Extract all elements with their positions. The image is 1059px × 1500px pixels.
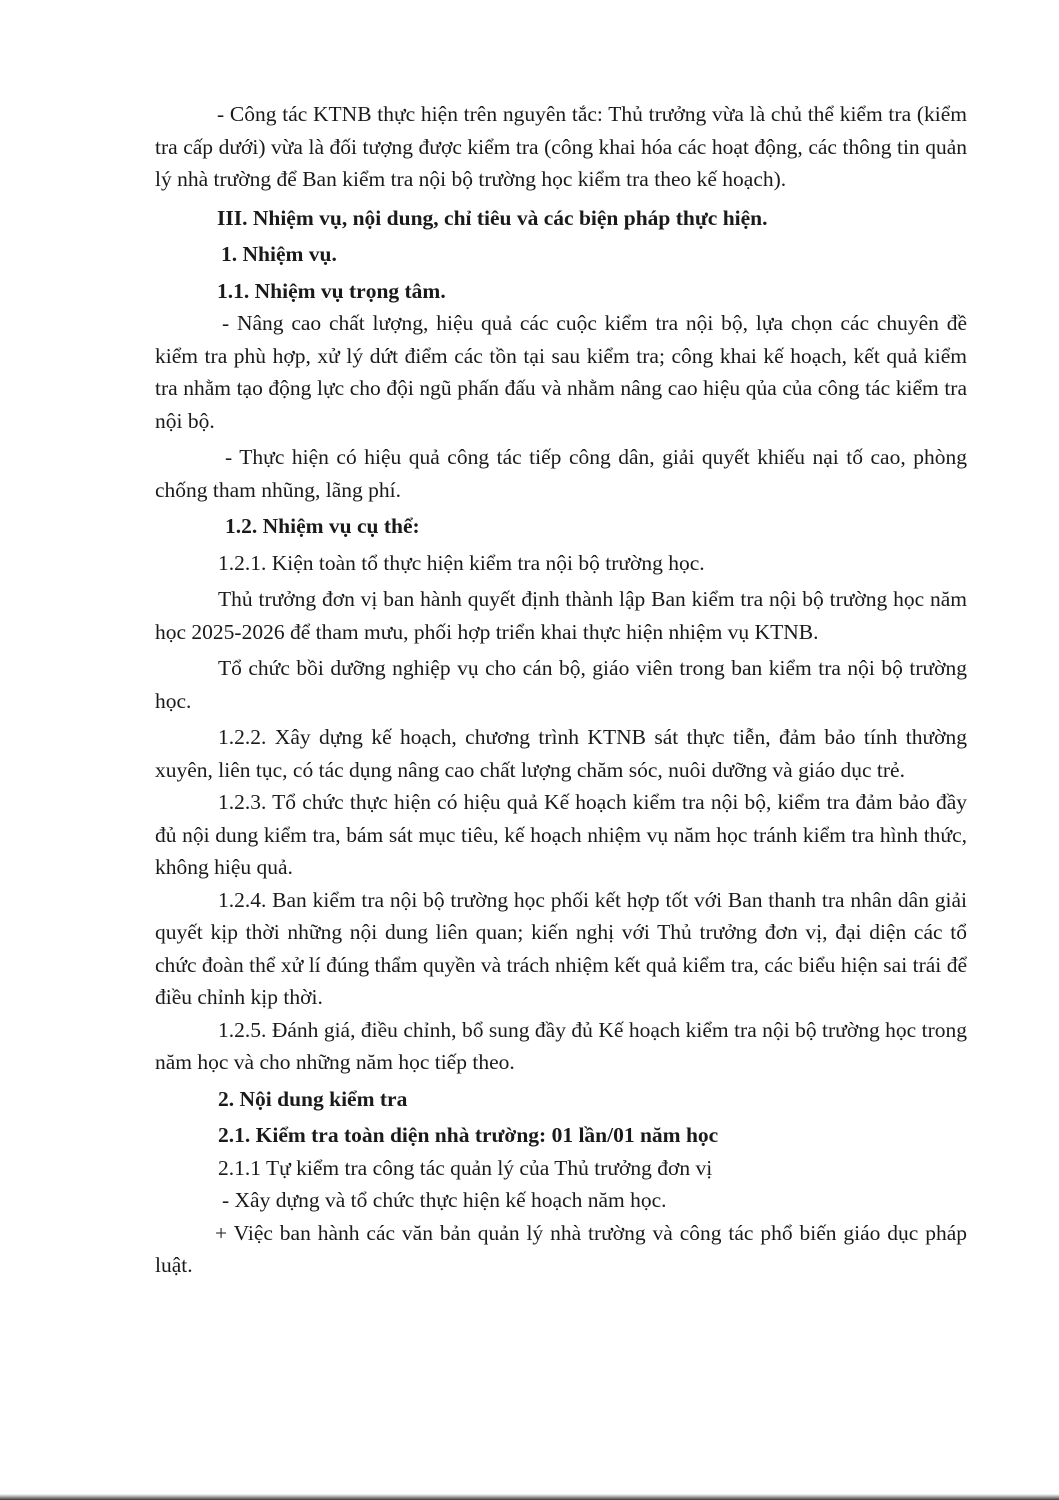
paragraph-principle: - Công tác KTNB thực hiện trên nguyên tắc: Thủ trưởng vừa là chủ thể kiểm tra (kiểm tra cấp dưới) vừa là đối tượng được kiểm tra (công khai hóa các hoạt động, các thông tin quản lý nhà trường để Ban kiểm tra nội bộ trường học kiểm tra theo kế hoạch). xyxy=(155,102,967,191)
paragraph-training: Tổ chức bồi dưỡng nghiệp vụ cho cán bộ, giáo viên trong ban kiểm tra nội bộ trường học. xyxy=(155,656,967,713)
paragraph-2-1-1: 2.1.1 Tự kiểm tra công tác quản lý của Thủ trưởng đơn vị xyxy=(218,1155,713,1180)
scan-bottom-edge xyxy=(0,1494,1059,1500)
paragraph-issue-documents: + Việc ban hành các văn bản quản lý nhà trường và công tác phổ biến giáo dục pháp luật. xyxy=(155,1220,967,1277)
paragraph-build-plan: - Xây dựng và tổ chức thực hiện kế hoạch năm học. xyxy=(222,1188,667,1212)
heading-2-content: 2. Nội dung kiểm tra xyxy=(218,1086,408,1111)
heading-1-2-specific-tasks: 1.2. Nhiệm vụ cụ thể: xyxy=(225,514,420,538)
paragraph-1-2-5: 1.2.5. Đánh giá, điều chỉnh, bổ sung đầy đủ Kế hoạch kiểm tra nội bộ trường học trong năm học và cho những năm học tiếp theo. xyxy=(155,1017,967,1074)
paragraph-citizen-reception: - Thực hiện có hiệu quả công tác tiếp công dân, giải quyết khiếu nại tố cao, phòng chống tham nhũng, lãng phí. xyxy=(155,445,967,502)
heading-1-1-key-tasks: 1.1. Nhiệm vụ trọng tâm. xyxy=(217,278,446,303)
paragraph-1-2-4: 1.2.4. Ban kiểm tra nội bộ trường học phối kết hợp tốt với Ban thanh tra nhân dân giải quyết kịp thời những nội dung liên quan; kiến nghị với Thủ trưởng đơn vị, đại diện các tổ chức đoàn thể xử lí đúng thẩm quyền và trách nhiệm kết quả kiểm tra, các biểu hiện sai trái để điều chỉnh kịp thời. xyxy=(155,887,967,1009)
heading-2-1-comprehensive: 2.1. Kiểm tra toàn diện nhà trường: 01 lần/01 năm học xyxy=(218,1123,719,1147)
heading-1-tasks: 1. Nhiệm vụ. xyxy=(221,242,337,266)
paragraph-1-2-1: 1.2.1. Kiện toàn tổ thực hiện kiểm tra nội bộ trường học. xyxy=(218,550,705,575)
document-body xyxy=(155,98,967,1282)
paragraph-improve-quality: - Nâng cao chất lượng, hiệu quả các cuộc kiểm tra nội bộ, lựa chọn các chuyên đề kiểm tra phù hợp, xử lý dứt điểm các tồn tại sau kiểm tra; công khai kế hoạch, kết quả kiểm tra nhằm tạo động lực cho đội ngũ phấn đấu và nhằm nâng cao hiệu qủa của công tác kiểm tra nội bộ. xyxy=(155,311,967,433)
paragraph-1-2-2: 1.2.2. Xây dựng kế hoạch, chương trình KTNB sát thực tiễn, đảm bảo tính thường xuyên, liên tục, có tác dụng nâng cao chất lượng chăm sóc, nuôi dưỡng và giáo dục trẻ. xyxy=(155,725,967,782)
paragraph-decision: Thủ trưởng đơn vị ban hành quyết định thành lập Ban kiểm tra nội bộ trường học năm học 2025-2026 để tham mưu, phối hợp triển khai thực hiện nhiệm vụ KTNB. xyxy=(155,587,967,644)
paragraph-1-2-3: 1.2.3. Tổ chức thực hiện có hiệu quả Kế hoạch kiểm tra nội bộ, kiểm tra đảm bảo đầy đủ nội dung kiểm tra, bám sát mục tiêu, kế hoạch nhiệm vụ năm học tránh kiểm tra hình thức, không hiệu quả. xyxy=(155,790,967,879)
heading-section-iii: III. Nhiệm vụ, nội dung, chỉ tiêu và các biện pháp thực hiện. xyxy=(217,205,768,230)
